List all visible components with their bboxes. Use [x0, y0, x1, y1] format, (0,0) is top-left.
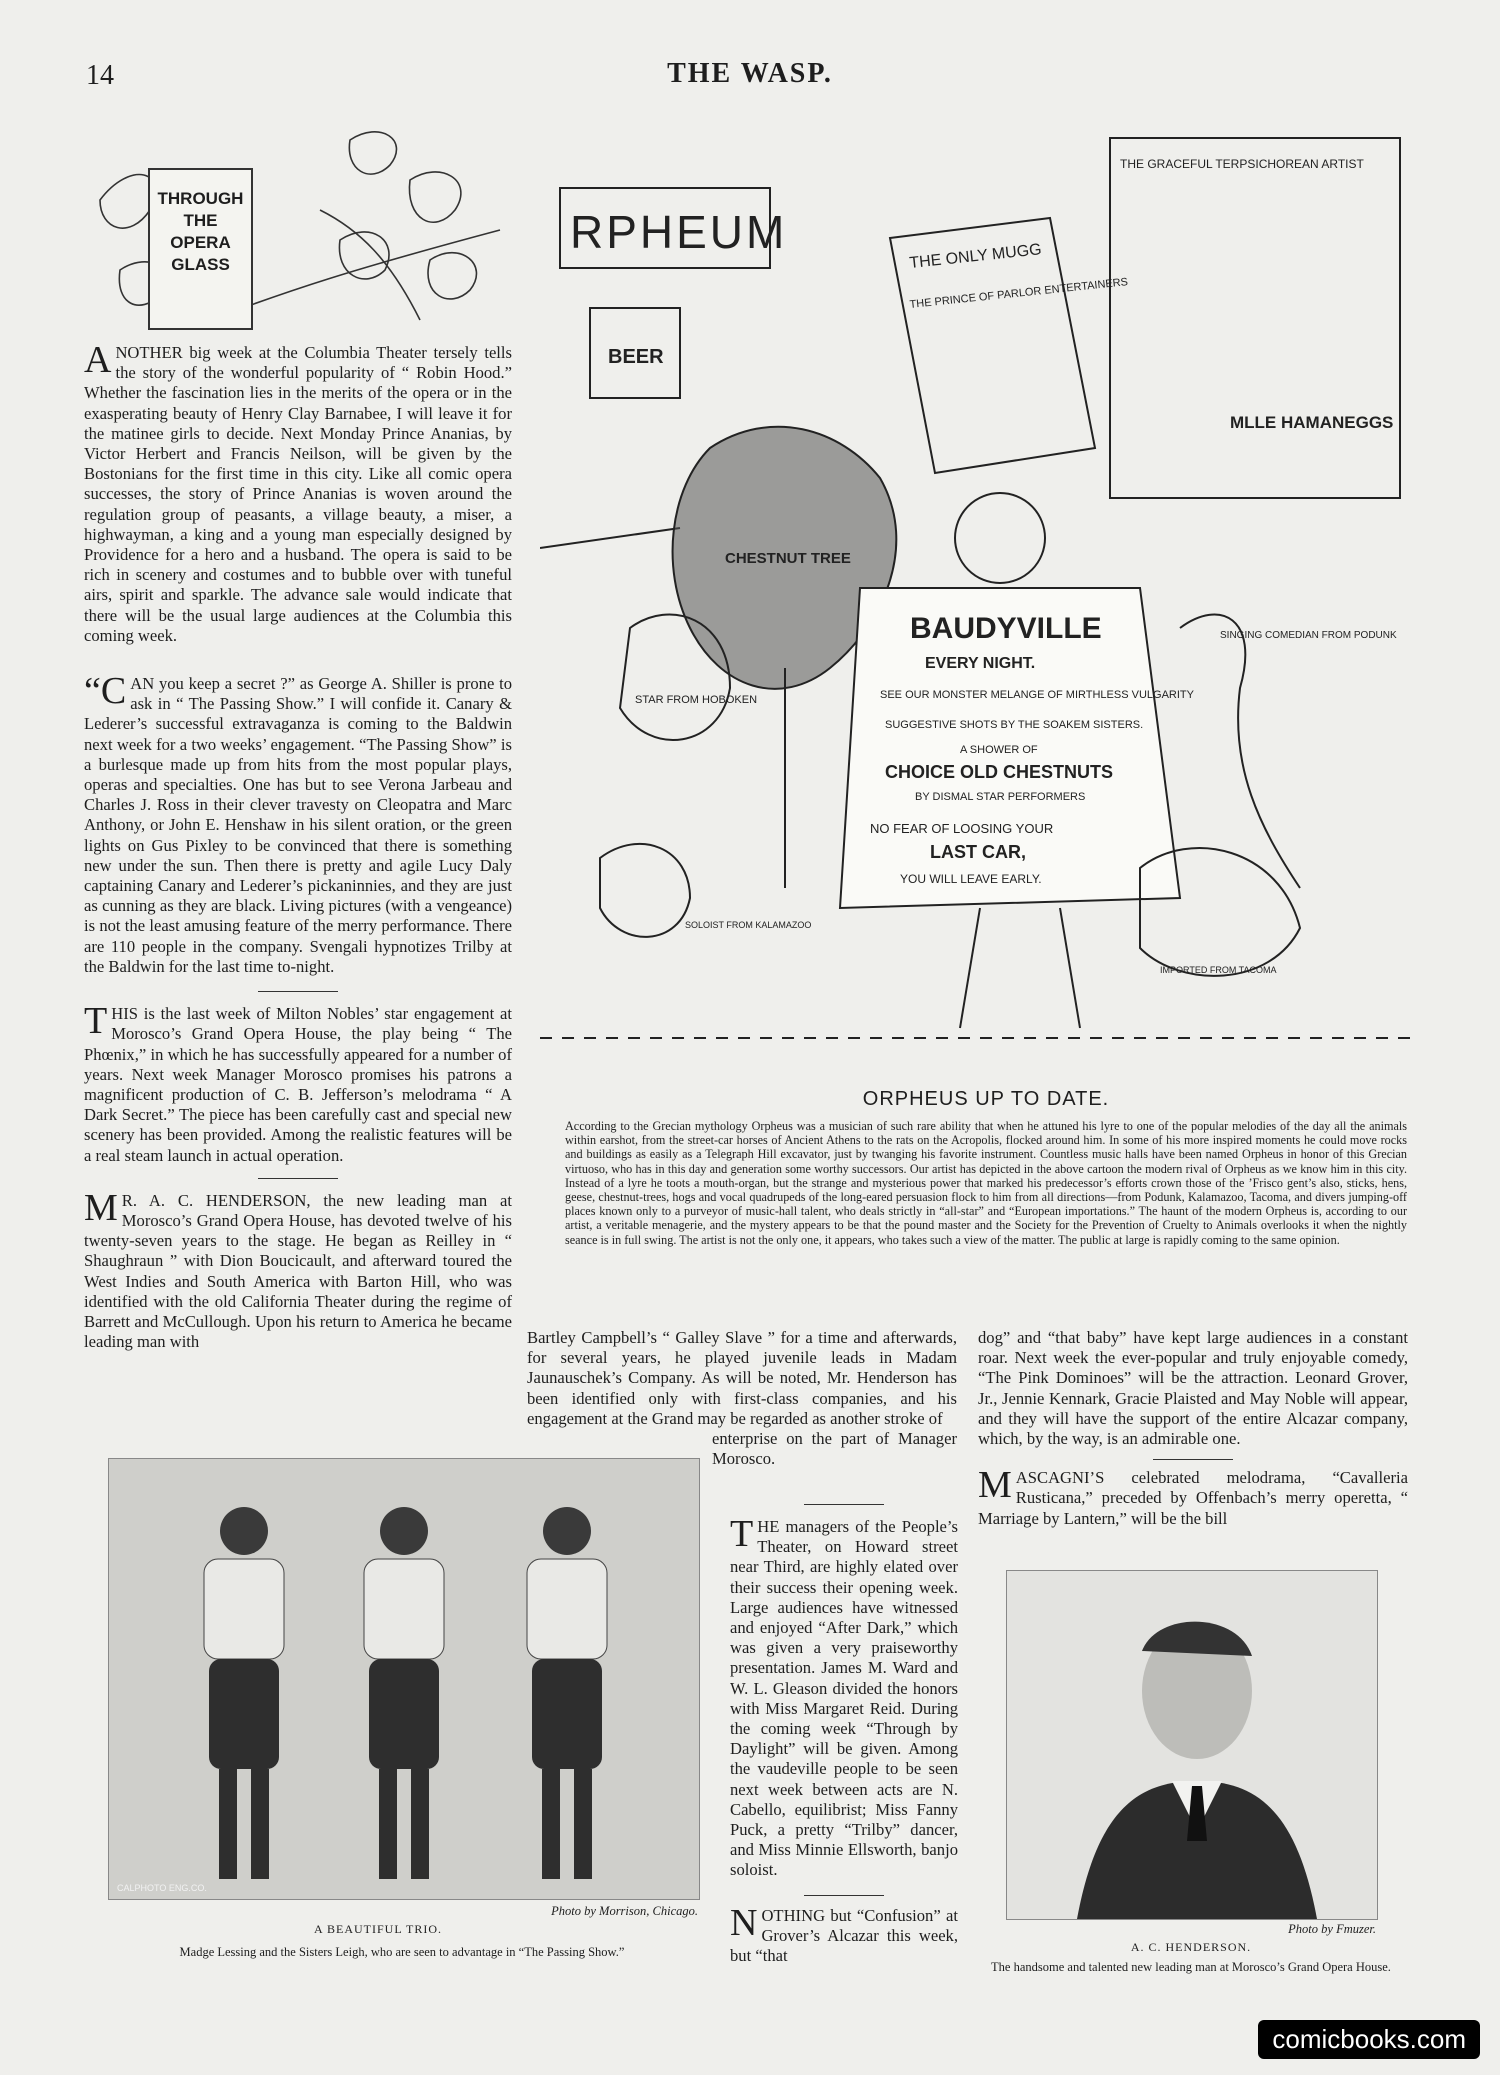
article-text: R. A. C. HENDERSON, the new leading man at Morosco’s Grand Opera House, has devoted twelve of his twenty-seven years to the stage. He began as Reilley in “ Shaughraun ” with Dion Boucicault, and afterward toured the West Indies and South America with Barton Hill, who was identified with the old California Theater during the regime of Barrett and McCullough. Upon his return to America he became leading man with	[84, 1190, 512, 1352]
henderson-photo	[1006, 1570, 1378, 1920]
orpheum-sign: RPHEUM	[570, 206, 788, 258]
article-text: HE managers of the People’s Theater, on Howard street near Third, are highly elated over their success their opening week. Large audiences have witnessed and enjoyed “After Dark,” which was given a very praiseworthy presentation. James M. Ward and W. L. Gleason divided the honors with Miss Margaret Reid. During the coming week “Through by Daylight” will be given. Among the vaudeville people to be seen next week between acts are N. Cabello, equilibrist; Miss Fanny Puck, a pretty “Trilby” dancer, and Miss Minnie Ellsworth, banjo soloist.	[730, 1517, 958, 1880]
orpheus-cartoon	[540, 128, 1420, 1078]
article-henderson-continued: Bartley Campbell’s “ Galley Slave ” for a time and afterwards, for several years, he played juvenile leads in Madam Jaunauschek’s Company. As will be noted, Mr. Henderson has been identified only with first-class companies, and his engagement at the Grand may be regarded as another stroke of	[527, 1328, 957, 1428]
mugg-poster-subtitle: THE PRINCE OF PARLOR ENTERTAINERS	[909, 276, 1129, 311]
henderson-photo-caption: The handsome and talented new leading man at Morosco’s Grand Opera House.	[991, 1960, 1391, 1974]
site-watermark: comicbooks.com	[1258, 2020, 1480, 2059]
henderson-photo-credit: Photo by Fmuzer.	[1288, 1922, 1376, 1936]
right-column	[978, 1328, 1408, 1529]
board-line: SEE OUR MONSTER MELANGE OF MIRTHLESS VULGARITY	[880, 689, 1194, 701]
article-peoples-theater	[730, 1513, 958, 1881]
board-line: YOU WILL LEAVE EARLY.	[900, 872, 1042, 886]
article-alcazar	[730, 1901, 958, 1967]
trio-photo	[108, 1458, 700, 1900]
board-line: SUGGESTIVE SHOTS BY THE SOAKEM SISTERS.	[885, 719, 1144, 731]
article-alcazar-continued: dog” and “that baby” have kept large audiences in a constant roar. Next week the ever-popular and truly enjoyable comedy, “The Pink Dominoes” will be the attraction. Leonard Grover, Jr., Jennie Kennark, Gracie Plaisted and May Noble will appear, and they will have the support of the entire Alcazar company, which, by the way, is an admirable one.	[978, 1328, 1408, 1449]
tree-sign: CHESTNUT TREE	[725, 550, 851, 567]
trio-photo-image	[109, 1459, 699, 1899]
drop-cap: “C	[84, 670, 127, 713]
article-text: ASCAGNI’S celebrated melodrama, “Cavalleria Rusticana,” preceded by Offenbach’s merry operetta, “ Marriage by Lantern,” will be the bill	[978, 1468, 1408, 1528]
drop-cap: T	[730, 1513, 754, 1555]
cartoon-tag: IMPORTED FROM TACOMA	[1160, 965, 1277, 975]
article-mascagni	[978, 1464, 1408, 1529]
cartoon-tag: SOLOIST FROM KALAMAZOO	[685, 920, 812, 930]
drop-cap: T	[84, 1000, 108, 1043]
article-columbia	[84, 339, 512, 646]
drop-cap: M	[978, 1464, 1012, 1507]
middle-narrow-column	[730, 1504, 958, 1966]
board-line: A SHOWER OF	[960, 744, 1038, 756]
article-text: OTHING but “Confusion” at Grover’s Alcazar this week, but “that	[730, 1905, 958, 1966]
column-header-line: OPERA	[170, 233, 231, 252]
left-column	[84, 339, 512, 1352]
column-header-line: GLASS	[171, 255, 230, 274]
board-line: NO FEAR OF LOOSING YOUR	[870, 821, 1054, 836]
cartoon-drawing	[540, 128, 1420, 1078]
article-text: NOTHER big week at the Columbia Theater tersely tells the story of the wonderful popularity of “ Robin Hood.” Whether the fascination lies in the merits of the opera or in the exasperating beauty of Henry Clay Barnabee, I will leave it for the matinee girls to decide. Next Monday Prince Ananias, by Victor Herbert and Francis Neilson, will be given by the Bostonians for the first time in this city. Like all comic opera successes, the story of Prince Ananias is woven around the regulation group of peasants, a village beauty, a miser, a highwayman, a king and a young man especially designed by Providence for a hero and a husband. The opera is said to be rich in scenery and costumes and to bubble over with tuneful airs, spirit and sparkle. The advance sale would indicate that there will be the usual large audiences at the Columbia this coming week.	[84, 343, 512, 645]
board-line: CHOICE OLD CHESTNUTS	[885, 762, 1114, 782]
middle-column	[527, 1328, 957, 1469]
article-henderson	[84, 1186, 512, 1353]
dancer-poster-name: MLLE HAMANEGGS	[1230, 413, 1394, 432]
masthead-title: THE WASP.	[667, 58, 833, 89]
column-header-line: THE	[183, 211, 218, 230]
trio-photo-credit: Photo by Morrison, Chicago.	[551, 1904, 698, 1918]
cartoon-tag: SINGING COMEDIAN FROM PODUNK	[1220, 630, 1397, 641]
article-milton-nobles	[84, 1000, 512, 1166]
column-header-line: THROUGH	[157, 189, 244, 208]
article-text: HIS is the last week of Milton Nobles’ star engagement at Morosco’s Grand Opera House, the play being “ The Phœnix,” in which he has successfully appeared for a number of years. Next week Manager Morosco promises his patrons a magnificent production of C. B. Jefferson’s melodrama “ A Dark Secret.” The piece has been carefully cast and special new scenery has been provided. Among the realistic features will be a real steam launch in actual operation.	[84, 1004, 512, 1165]
cartoon-caption	[565, 1088, 1407, 1247]
henderson-portrait	[1007, 1571, 1377, 1919]
dancer-poster-title: THE GRACEFUL TERPSICHOREAN ARTIST	[1120, 157, 1364, 171]
page-number: 14	[86, 60, 114, 91]
column-header-box	[148, 168, 253, 330]
trio-photo-title: A BEAUTIFUL TRIO.	[314, 1922, 442, 1936]
article-henderson-tail: enterprise on the part of Manager Morosco.	[712, 1429, 957, 1469]
article-passing-show	[84, 670, 512, 977]
photo-engraver-stamp: CALPHOTO ENG.CO.	[117, 1883, 207, 1893]
drop-cap: A	[84, 339, 112, 381]
trio-photo-caption: Madge Lessing and the Sisters Leigh, who are seen to advantage in “The Passing Show.”	[179, 1945, 625, 1959]
mugg-poster-title: THE ONLY MUGG	[908, 241, 1043, 272]
board-line: EVERY NIGHT.	[925, 655, 1036, 672]
cartoon-tag: STAR FROM HOBOKEN	[635, 694, 758, 706]
cartoon-caption-title: ORPHEUS UP TO DATE.	[862, 1088, 1110, 1110]
drop-cap: M	[84, 1186, 118, 1229]
cartoon-caption-text: According to the Grecian mythology Orpheus was a musician of such rare ability that when he attuned his lyre to one of the popular melodies of the day all the animals within earshot, from the street-car horses of Ancient Athens to the rats on the Acropolis, flocked around him. In some of his more inspired moments he could move rocks and buildings as easily as a Telegraph Hill excavator, just by twanging his favorite instrument. Countless music halls have been named Orpheus in honor of this Grecian virtuoso, who has in this day and generation some worthy successors. Our artist has depicted in the above cartoon the modern rival of Orpheus as we know him in this city. Instead of a lyre he toots a mouth-organ, but the strange and mysterious power that marked his predecessor’s efforts crown those of the ’Frisco gent’s also, sticks, hens, geese, chestnut-trees, hogs and vocal quadrupeds of the long-eared persuasion flock to him from all directions—from Podunk, Kalamazoo, Tacoma, and divers jumping-off places known only to a purveyor of music-hall talent, who deals strictly in “all-star” and “European importations.” The haunt of the modern Orpheus is, according to our artist, a veritable menagerie, and the mystery appears to be that the pound master and the Society for the Prevention of Cruelty to Animals overlooks it when the nightly seance is in full swing. The artist is not the only one, it appears, who takes such a view of the matter. The public at large is rapidly coming to the same opinion.	[565, 1119, 1407, 1247]
board-line: BY DISMAL STAR PERFORMERS	[915, 791, 1086, 803]
board-title: BAUDYVILLE	[910, 612, 1102, 645]
henderson-photo-title: A. C. HENDERSON.	[1130, 1940, 1252, 1954]
beer-sign: BEER	[608, 346, 664, 368]
board-line: LAST CAR,	[930, 842, 1026, 862]
drop-cap: N	[730, 1901, 758, 1944]
article-text: AN you keep a secret ?” as George A. Shiller is prone to ask in “ The Passing Show.” I will confide it. Canary & Lederer’s successful extravaganza is coming to the Baldwin next week for a two weeks’ engagement. “The Passing Show” is a burlesque made up from hits from the most popular plays, operas and specialties. One has but to see Verona Jarbeau and Charles J. Ross in their clever travesty on Cleopatra and Marc Anthony, or John E. Henshaw in his silent oration, or the green lights on Gus Pixley to be convinced that there is something new under the sun. Then there is pretty and agile Lucy Daly captaining Canary and Lederer’s pickaninnies, and they are just as cunning as they are black. Living pictures (with a vengeance) is not the least amusing feature of the merry performance. There are 110 people in the company. Svengali hypnotizes Trilby at the Baldwin for the last time to-night.	[84, 674, 512, 976]
column-header-illustration	[90, 120, 510, 335]
